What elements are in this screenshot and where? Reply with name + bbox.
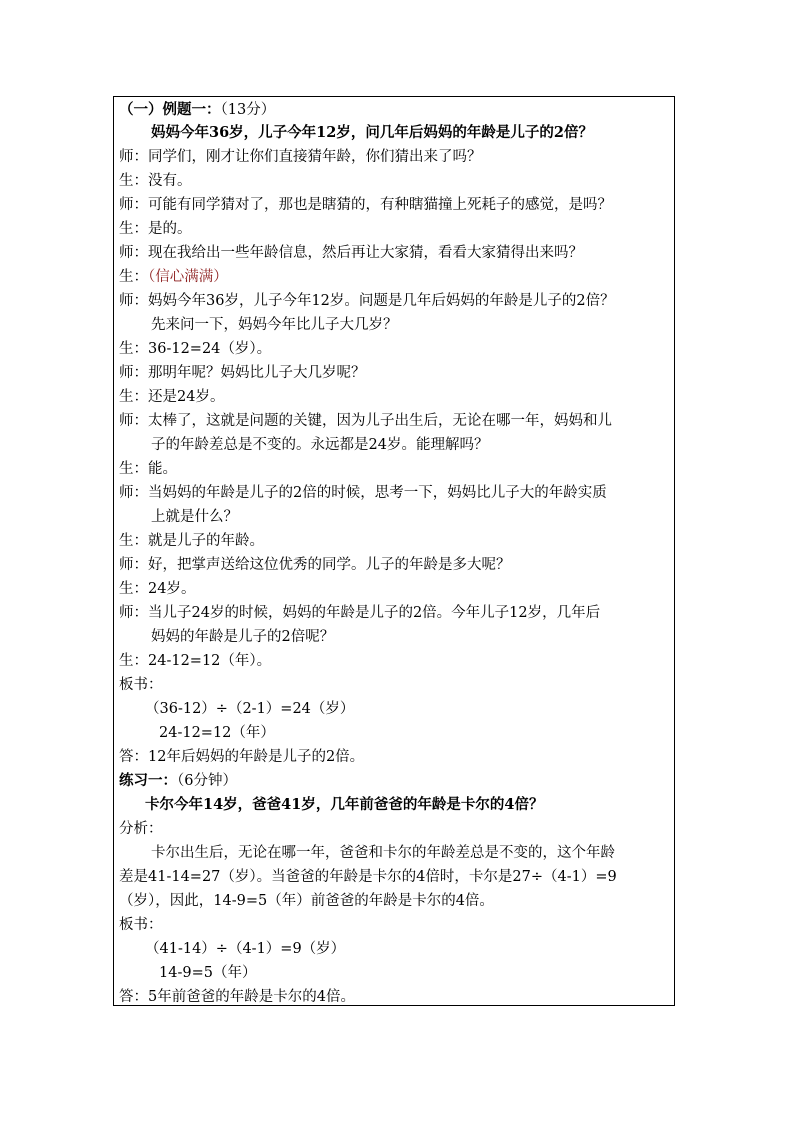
dialogue-line: 师：当儿子24岁的时候，妈妈的年龄是儿子的2倍。今年儿子12岁，几年后 bbox=[119, 605, 601, 621]
dialogue-line bbox=[119, 265, 672, 289]
board-line: 14-9=5（年） bbox=[159, 965, 257, 981]
exercise1-heading-time: （6分钟） bbox=[177, 773, 237, 789]
exercise1-heading-title: 练习一： bbox=[119, 772, 177, 789]
exercise1-heading bbox=[119, 769, 672, 793]
dialogue-line: 上就是什么？ bbox=[151, 509, 238, 525]
dialogue-line: 师：好，把掌声送给这位优秀的同学。儿子的年龄是多大呢？ bbox=[119, 557, 511, 573]
dialogue-line: 生：24-12=12（年）。 bbox=[119, 653, 272, 669]
board-line: （36-12）÷（2-1）=24（岁） bbox=[145, 701, 355, 717]
dialogue-line: 师：现在我给出一些年龄信息，然后再让大家猜，看看大家猜得出来吗？ bbox=[119, 245, 583, 261]
exercise1-answer: 答：5年前爸爸的年龄是卡尔的4倍。 bbox=[119, 989, 355, 1005]
board-label: 板书： bbox=[119, 677, 163, 693]
dialogue-line: 师：那明年呢？妈妈比儿子大几岁呢？ bbox=[119, 365, 366, 381]
dialogue-line: 师：太棒了，这就是问题的关键，因为儿子出生后，无论在哪一年，妈妈和儿 bbox=[119, 413, 612, 429]
example1-problem: 妈妈今年36岁，儿子今年12岁，问几年后妈妈的年龄是儿子的2倍？ bbox=[151, 124, 593, 141]
dialogue-line: 师：可能有同学猜对了，那也是瞎猜的，有种瞎猫撞上死耗子的感觉，是吗？ bbox=[119, 197, 612, 213]
board-line: 24-12=12（年） bbox=[159, 725, 275, 741]
dialogue-line: 师：妈妈今年36岁，儿子今年12岁。问题是几年后妈妈的年龄是儿子的2倍？ bbox=[119, 293, 615, 309]
dialogue-line: 生：36-12=24（岁）。 bbox=[119, 341, 272, 357]
board-line: （41-14）÷（4-1）=9（岁） bbox=[145, 941, 346, 957]
example1-heading-title: （一）例题一： bbox=[119, 101, 221, 118]
example1-heading bbox=[119, 98, 672, 122]
dialogue-line: 生：能。 bbox=[119, 461, 177, 477]
dialogue-line: 生：就是儿子的年龄。 bbox=[119, 533, 264, 549]
dialogue-line: 子的年龄差总是不变的。永远都是24岁。能理解吗？ bbox=[151, 437, 489, 453]
dialogue-line: 生：是的。 bbox=[119, 221, 192, 237]
analysis-label: 分析： bbox=[119, 821, 163, 837]
dialogue-line: 生：还是24岁。 bbox=[119, 389, 225, 405]
analysis-line: 差是41-14=27（岁）。当爸爸的年龄是卡尔的4倍时，卡尔是27÷（4-1）=9 bbox=[119, 869, 617, 885]
dialogue-line: 先来问一下，妈妈今年比儿子大几岁？ bbox=[151, 317, 398, 333]
dialogue-line: 师：同学们，刚才让你们直接猜年龄，你们猜出来了吗？ bbox=[119, 149, 482, 165]
dialogue-line: 生：没有。 bbox=[119, 173, 192, 189]
board-label: 板书： bbox=[119, 917, 163, 933]
analysis-line: （岁），因此，14-9=5（年）前爸爸的年龄是卡尔的4倍。 bbox=[119, 893, 494, 909]
student-note: （信心满满） bbox=[148, 269, 228, 285]
analysis-line: 卡尔出生后，无论在哪一年，爸爸和卡尔的年龄差总是不变的，这个年龄 bbox=[151, 845, 615, 861]
exercise1-problem: 卡尔今年14岁，爸爸41岁，几年前爸爸的年龄是卡尔的4倍？ bbox=[145, 796, 544, 813]
student-prefix: 生： bbox=[119, 269, 148, 285]
example1-heading-time: （13分） bbox=[220, 102, 276, 118]
dialogue-line: 生：24岁。 bbox=[119, 581, 196, 597]
dialogue-line: 妈妈的年龄是儿子的2倍呢？ bbox=[151, 629, 335, 645]
example1-answer: 答：12年后妈妈的年龄是儿子的2倍。 bbox=[119, 749, 365, 765]
dialogue-line: 师：当妈妈的年龄是儿子的2倍的时候，思考一下，妈妈比儿子大的年龄实质 bbox=[119, 485, 607, 501]
